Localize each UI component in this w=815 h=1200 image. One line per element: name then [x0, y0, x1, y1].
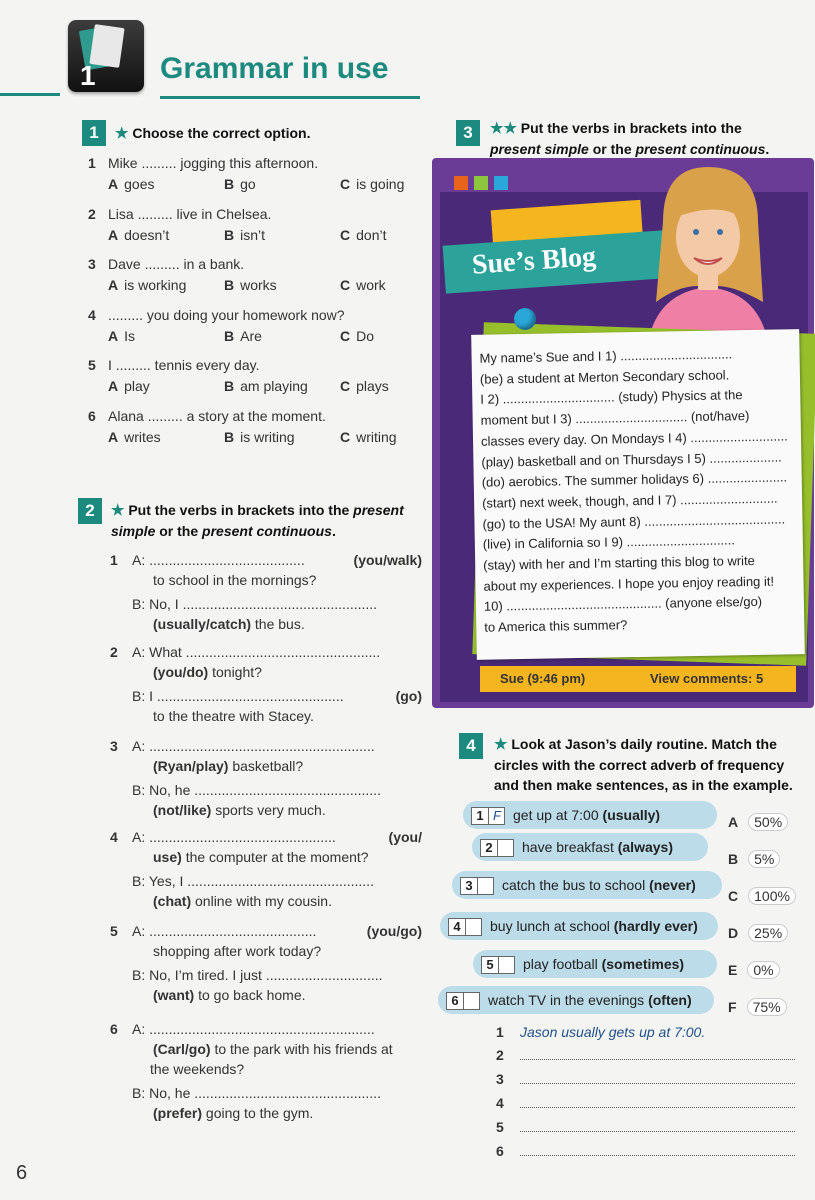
answer-blank[interactable]	[520, 1120, 795, 1132]
dialogue-line-a-cont	[153, 848, 369, 866]
answer-number: 5	[496, 1119, 504, 1135]
dialogue-line-b-cont	[153, 615, 305, 633]
dialogue-text: tonight?	[212, 664, 262, 680]
answer-number: 4	[496, 1095, 504, 1111]
answer-number: 1	[496, 1024, 504, 1040]
dialogue-text: to the park with his friends at	[214, 1041, 393, 1057]
verb-prompt: (Ryan/play)	[153, 758, 229, 774]
option-letter: A	[108, 176, 119, 192]
question-number: 2	[110, 644, 118, 660]
blog-line: I 2) ............................... (study) Physics at the	[480, 387, 743, 408]
frequency-letter: D	[728, 925, 739, 941]
option-letter: B	[224, 176, 235, 192]
blog-line: classes every day. On Mondays I 4) ...........................	[480, 428, 788, 449]
item-number: 1	[472, 808, 489, 824]
unit-number: 1	[80, 60, 96, 91]
dialogue-text: the computer at the moment?	[185, 849, 369, 865]
item-number: 3	[461, 878, 478, 894]
question-text: Alana ......... a story at the moment.	[108, 408, 326, 424]
activity-text: play football	[523, 956, 598, 972]
routine-item	[438, 986, 714, 1014]
question-text: Mike ......... jogging this afternoon.	[108, 155, 319, 171]
dialogue-text: to go back home.	[198, 987, 306, 1003]
option-letter: A	[108, 429, 119, 445]
frequency-option	[728, 850, 780, 868]
dialogue-line-b-cont	[153, 986, 306, 1004]
answer-option[interactable]	[224, 428, 295, 446]
dialogue-line-b-cont	[153, 801, 326, 819]
option-text: play	[124, 378, 150, 394]
answer-box[interactable]	[471, 807, 505, 825]
blog-line: (play) basketball and on Thursdays I 5) ....................	[481, 449, 782, 470]
dialogue-line-b: B: No, I ..................................................	[132, 596, 378, 612]
option-text: is going	[356, 176, 405, 192]
dialogue-line-b-cont	[153, 1104, 313, 1122]
verb-prompt: (you/go)	[366, 923, 422, 939]
question-text: ......... you doing your homework now?	[108, 307, 345, 323]
blog-footer	[480, 666, 796, 692]
frequency-letter: C	[728, 888, 739, 904]
blog-line: (live) in California so I 9) ..............................	[482, 532, 736, 553]
instruction-italic: present continuous	[202, 523, 332, 539]
dialogue-text: going to the gym.	[205, 1105, 314, 1121]
dialogue-line-a-cont	[153, 757, 303, 775]
window-square-icon	[494, 176, 508, 190]
question-number: 4	[88, 307, 96, 323]
question-number: 5	[88, 357, 96, 373]
activity-text: get up at 7:00	[513, 807, 599, 823]
option-letter: C	[340, 328, 351, 344]
question-number: 6	[110, 1021, 118, 1037]
frequency-percent: 100%	[748, 887, 796, 905]
frequency-letter: E	[728, 962, 738, 978]
adverb-prompt: (often)	[648, 992, 692, 1008]
option-letter: C	[340, 176, 351, 192]
instruction-text: Look at Jason’s daily routine. Match the	[511, 736, 777, 752]
answer-line	[496, 1095, 795, 1111]
answer-option[interactable]	[340, 276, 386, 294]
question-number: 1	[88, 155, 96, 171]
verb-prompt: (you/do)	[153, 664, 209, 680]
unit-badge	[68, 20, 144, 92]
answer-option[interactable]	[224, 276, 277, 294]
dialogue-text: the bus.	[254, 616, 305, 632]
option-letter: C	[340, 227, 351, 243]
item-number: 5	[482, 957, 499, 973]
answer-blank[interactable]	[520, 1072, 795, 1084]
answer-option[interactable]	[108, 327, 135, 345]
option-text: Is	[124, 328, 136, 344]
option-text: Are	[240, 328, 262, 344]
page-title: Grammar in use	[160, 52, 389, 85]
option-letter: A	[108, 277, 119, 293]
blog-line: about my experiences. I hope you enjoy reading it!	[483, 573, 775, 594]
blog-post	[471, 329, 805, 660]
dialogue-line-a-cont	[153, 663, 262, 681]
dialogue-text: online with my cousin.	[195, 893, 332, 909]
answer-box[interactable]	[481, 956, 515, 974]
answer-blank[interactable]	[520, 1096, 795, 1108]
verb-prompt: (chat)	[153, 893, 192, 909]
option-text: goes	[124, 176, 155, 192]
option-text: writing	[356, 429, 397, 445]
frequency-percent: 25%	[748, 924, 788, 942]
activity-text: have breakfast	[522, 839, 614, 855]
exercise-number: 1	[82, 120, 106, 146]
blog-author: Sue (9:46 pm)	[500, 671, 586, 686]
option-letter: B	[224, 328, 235, 344]
item-number: 4	[449, 919, 466, 935]
dialogue-line-b-cont	[153, 707, 314, 725]
answer-option[interactable]	[108, 226, 169, 244]
dialogue-line-b: B: I ................................................	[132, 688, 344, 704]
frequency-percent: 5%	[748, 850, 780, 868]
dialogue-line-a-cont: the weekends?	[150, 1061, 245, 1077]
item-number: 6	[447, 993, 464, 1009]
answer-box[interactable]	[446, 992, 480, 1010]
instruction-text: .	[765, 141, 770, 157]
instruction-text: or the	[159, 523, 199, 539]
instruction-italic: simple	[111, 523, 156, 539]
blog-line: (be) a student at Merton Secondary school.	[479, 367, 730, 387]
frequency-letter: A	[728, 814, 739, 830]
dialogue-line-a: A: ...........................................	[132, 923, 317, 939]
frequency-option	[728, 887, 796, 905]
verb-prompt: (not/like)	[153, 802, 212, 818]
dialogue-line-b: B: No, he ................................................	[132, 782, 381, 798]
option-text: writes	[124, 429, 161, 445]
instruction-text: .	[331, 523, 336, 539]
verb-prompt: (usually/catch)	[153, 616, 252, 632]
dialogue-line-a-cont	[153, 571, 316, 589]
blog-title: Sue’s Blog	[470, 241, 598, 281]
exercise-instruction	[490, 118, 790, 159]
question-stem	[88, 154, 318, 172]
option-text: don’t	[356, 227, 387, 243]
option-letter: B	[224, 227, 235, 243]
instruction-text: Choose the correct option.	[132, 125, 311, 141]
frequency-letter: B	[728, 851, 739, 867]
routine-item	[452, 871, 722, 899]
answer-line	[496, 1071, 795, 1087]
option-letter: C	[340, 429, 351, 445]
exercise-instruction	[115, 123, 310, 144]
answer-number: 2	[496, 1047, 504, 1063]
answer-option[interactable]	[224, 175, 256, 193]
dialogue-line-b-cont	[153, 892, 332, 910]
dialogue-text: sports very much.	[215, 802, 326, 818]
option-letter: B	[224, 277, 235, 293]
dialogue-line-a: A: ..........................................................	[132, 1021, 375, 1037]
answer-option[interactable]	[108, 276, 186, 294]
option-text: doesn’t	[124, 227, 170, 243]
answer-option[interactable]	[340, 327, 374, 345]
question-number: 6	[88, 408, 96, 424]
adverb-prompt: (never)	[649, 877, 696, 893]
blog-line: (start) next week, though, and I 7) ...........................	[481, 490, 778, 511]
star-icon: ★	[115, 125, 129, 142]
routine-item	[440, 912, 718, 940]
dialogue-line-a: A: ................................................	[132, 829, 336, 845]
dialogue-line-b: B: No, I’m tired. I just ..............................	[132, 967, 383, 983]
blog-line: to America this summer?	[484, 617, 628, 635]
question-number: 3	[88, 256, 96, 272]
verb-prompt: (Carl/go)	[153, 1041, 211, 1057]
instruction-text: circles with the correct adverb of frequency	[494, 757, 785, 773]
instruction-text: Put the verbs in brackets into the	[128, 502, 350, 518]
blog-line: (stay) with her and I’m starting this blog to write	[483, 553, 755, 573]
answer-option[interactable]	[108, 428, 161, 446]
answer-option[interactable]	[224, 377, 308, 395]
answer-number: 3	[496, 1071, 504, 1087]
routine-item	[463, 801, 717, 829]
answer-option[interactable]	[340, 226, 386, 244]
frequency-letter: F	[728, 999, 737, 1015]
verb-prompt: use)	[153, 849, 182, 865]
answer-option[interactable]	[108, 377, 150, 395]
answer-number: 6	[496, 1143, 504, 1159]
answer-blank[interactable]	[520, 1048, 795, 1060]
frequency-option	[728, 924, 788, 942]
routine-item	[473, 950, 717, 978]
dialogue-line-a: A: What ..................................................	[132, 644, 381, 660]
option-letter: A	[108, 378, 119, 394]
adverb-prompt: (always)	[617, 839, 673, 855]
answer-option[interactable]	[340, 377, 389, 395]
dialogue-line-a-cont	[153, 1040, 393, 1058]
option-letter: A	[108, 227, 119, 243]
instruction-text: or the	[592, 141, 632, 157]
routine-item	[472, 833, 708, 861]
frequency-option	[728, 961, 780, 979]
header-rule	[160, 96, 420, 99]
verb-prompt: (prefer)	[153, 1105, 203, 1121]
window-square-icon	[474, 176, 488, 190]
dialogue-line-a-cont	[153, 942, 321, 960]
exercise-number: 3	[456, 120, 480, 146]
instruction-italic: present simple	[490, 141, 589, 157]
question-stem	[88, 306, 345, 324]
activity-text: watch TV in the evenings	[488, 992, 645, 1008]
answer-box[interactable]	[460, 877, 494, 895]
answer-box[interactable]	[448, 918, 482, 936]
adverb-prompt: (usually)	[602, 807, 661, 823]
answer-line	[496, 1143, 795, 1159]
dialogue-text: basketball?	[232, 758, 304, 774]
instruction-text: Put the verbs in brackets into the	[520, 120, 742, 136]
view-comments-link[interactable]: View comments: 5	[650, 671, 764, 686]
exercise-number: 4	[459, 733, 483, 759]
option-text: works	[240, 277, 277, 293]
item-number: 2	[481, 840, 498, 856]
question-number: 2	[88, 206, 96, 222]
option-text: work	[356, 277, 386, 293]
adverb-prompt: (hardly ever)	[613, 918, 698, 934]
dialogue-text: shopping after work today?	[153, 943, 322, 959]
dialogue-line-a: A: ..........................................................	[132, 738, 375, 754]
option-letter: A	[108, 328, 119, 344]
answer-box[interactable]	[480, 839, 514, 857]
header-rule	[0, 93, 60, 96]
frequency-option	[728, 998, 787, 1016]
verb-prompt: (want)	[153, 987, 195, 1003]
blog-line: 10) ........................................... (anyone else/go)	[483, 594, 763, 615]
answer-line	[496, 1119, 795, 1135]
answer-line	[496, 1047, 795, 1063]
question-text: I ......... tennis every day.	[108, 357, 260, 373]
page-number: 6	[16, 1162, 28, 1184]
answer-letter[interactable]: F	[493, 808, 501, 824]
instruction-italic: present continuous	[635, 141, 766, 157]
blog-line: My name’s Sue and I 1) ...............................	[479, 346, 733, 366]
blog-line: (go) to the USA! My aunt 8) .......................................	[482, 511, 786, 532]
frequency-percent: 75%	[747, 998, 787, 1016]
star-icon: ★	[494, 736, 508, 753]
answer-option[interactable]	[340, 175, 404, 193]
question-stem	[88, 356, 259, 374]
frequency-percent: 0%	[747, 961, 779, 979]
dialogue-text: to school in the mornings?	[153, 572, 317, 588]
question-text: Dave ......... in a bank.	[108, 256, 245, 272]
answer-option[interactable]	[340, 428, 397, 446]
question-stem	[88, 255, 244, 273]
blog-line: (do) aerobics. The summer holidays 6) ......................	[481, 469, 788, 490]
dialogue-line-b: B: No, he ................................................	[132, 1085, 381, 1101]
dialogue-line-a: A: ........................................	[132, 552, 305, 568]
verb-prompt: (go)	[395, 688, 422, 704]
girl-photo	[608, 162, 808, 342]
instruction-italic: present	[353, 502, 404, 518]
verb-prompt: (you/walk)	[353, 552, 422, 568]
question-text: Lisa ......... live in Chelsea.	[108, 206, 272, 222]
option-text: isn’t	[240, 227, 266, 243]
exercise-instruction	[494, 734, 806, 795]
option-text: is working	[124, 277, 187, 293]
frequency-percent: 50%	[748, 813, 788, 831]
option-letter: B	[224, 378, 235, 394]
option-text: Do	[356, 328, 375, 344]
question-number: 5	[110, 923, 118, 939]
pushpin-icon	[514, 308, 536, 330]
exercise-number: 2	[78, 498, 102, 524]
verb-prompt: (you/	[388, 829, 422, 845]
option-letter: C	[340, 277, 351, 293]
question-number: 4	[110, 829, 118, 845]
option-letter: B	[224, 429, 235, 445]
frequency-option	[728, 813, 788, 831]
question-stem	[88, 407, 326, 425]
adverb-prompt: (sometimes)	[601, 956, 685, 972]
dialogue-line-b: B: Yes, I ................................................	[132, 873, 374, 889]
question-stem	[88, 205, 271, 223]
option-text: go	[240, 176, 256, 192]
instruction-text: and then make sentences, as in the example.	[494, 777, 793, 793]
question-number: 3	[110, 738, 118, 754]
example-answer: Jason usually gets up at 7:00.	[520, 1024, 706, 1040]
option-text: is writing	[240, 429, 295, 445]
option-letter: C	[340, 378, 351, 394]
option-text: plays	[356, 378, 389, 394]
answer-option[interactable]	[224, 226, 265, 244]
option-text: am playing	[240, 378, 308, 394]
answer-option[interactable]	[224, 327, 262, 345]
dialogue-text: to the theatre with Stacey.	[153, 708, 314, 724]
answer-line	[496, 1024, 705, 1040]
activity-text: catch the bus to school	[502, 877, 646, 893]
star-icon: ★	[111, 502, 125, 519]
window-square-icon	[454, 176, 468, 190]
question-number: 1	[110, 552, 118, 568]
activity-text: buy lunch at school	[490, 918, 610, 934]
answer-blank[interactable]	[520, 1144, 795, 1156]
exercise-instruction	[111, 500, 421, 541]
star-icon: ★★	[490, 120, 517, 137]
answer-option[interactable]	[108, 175, 154, 193]
blog-line: moment but I 3) ............................... (not/have)	[480, 408, 750, 428]
